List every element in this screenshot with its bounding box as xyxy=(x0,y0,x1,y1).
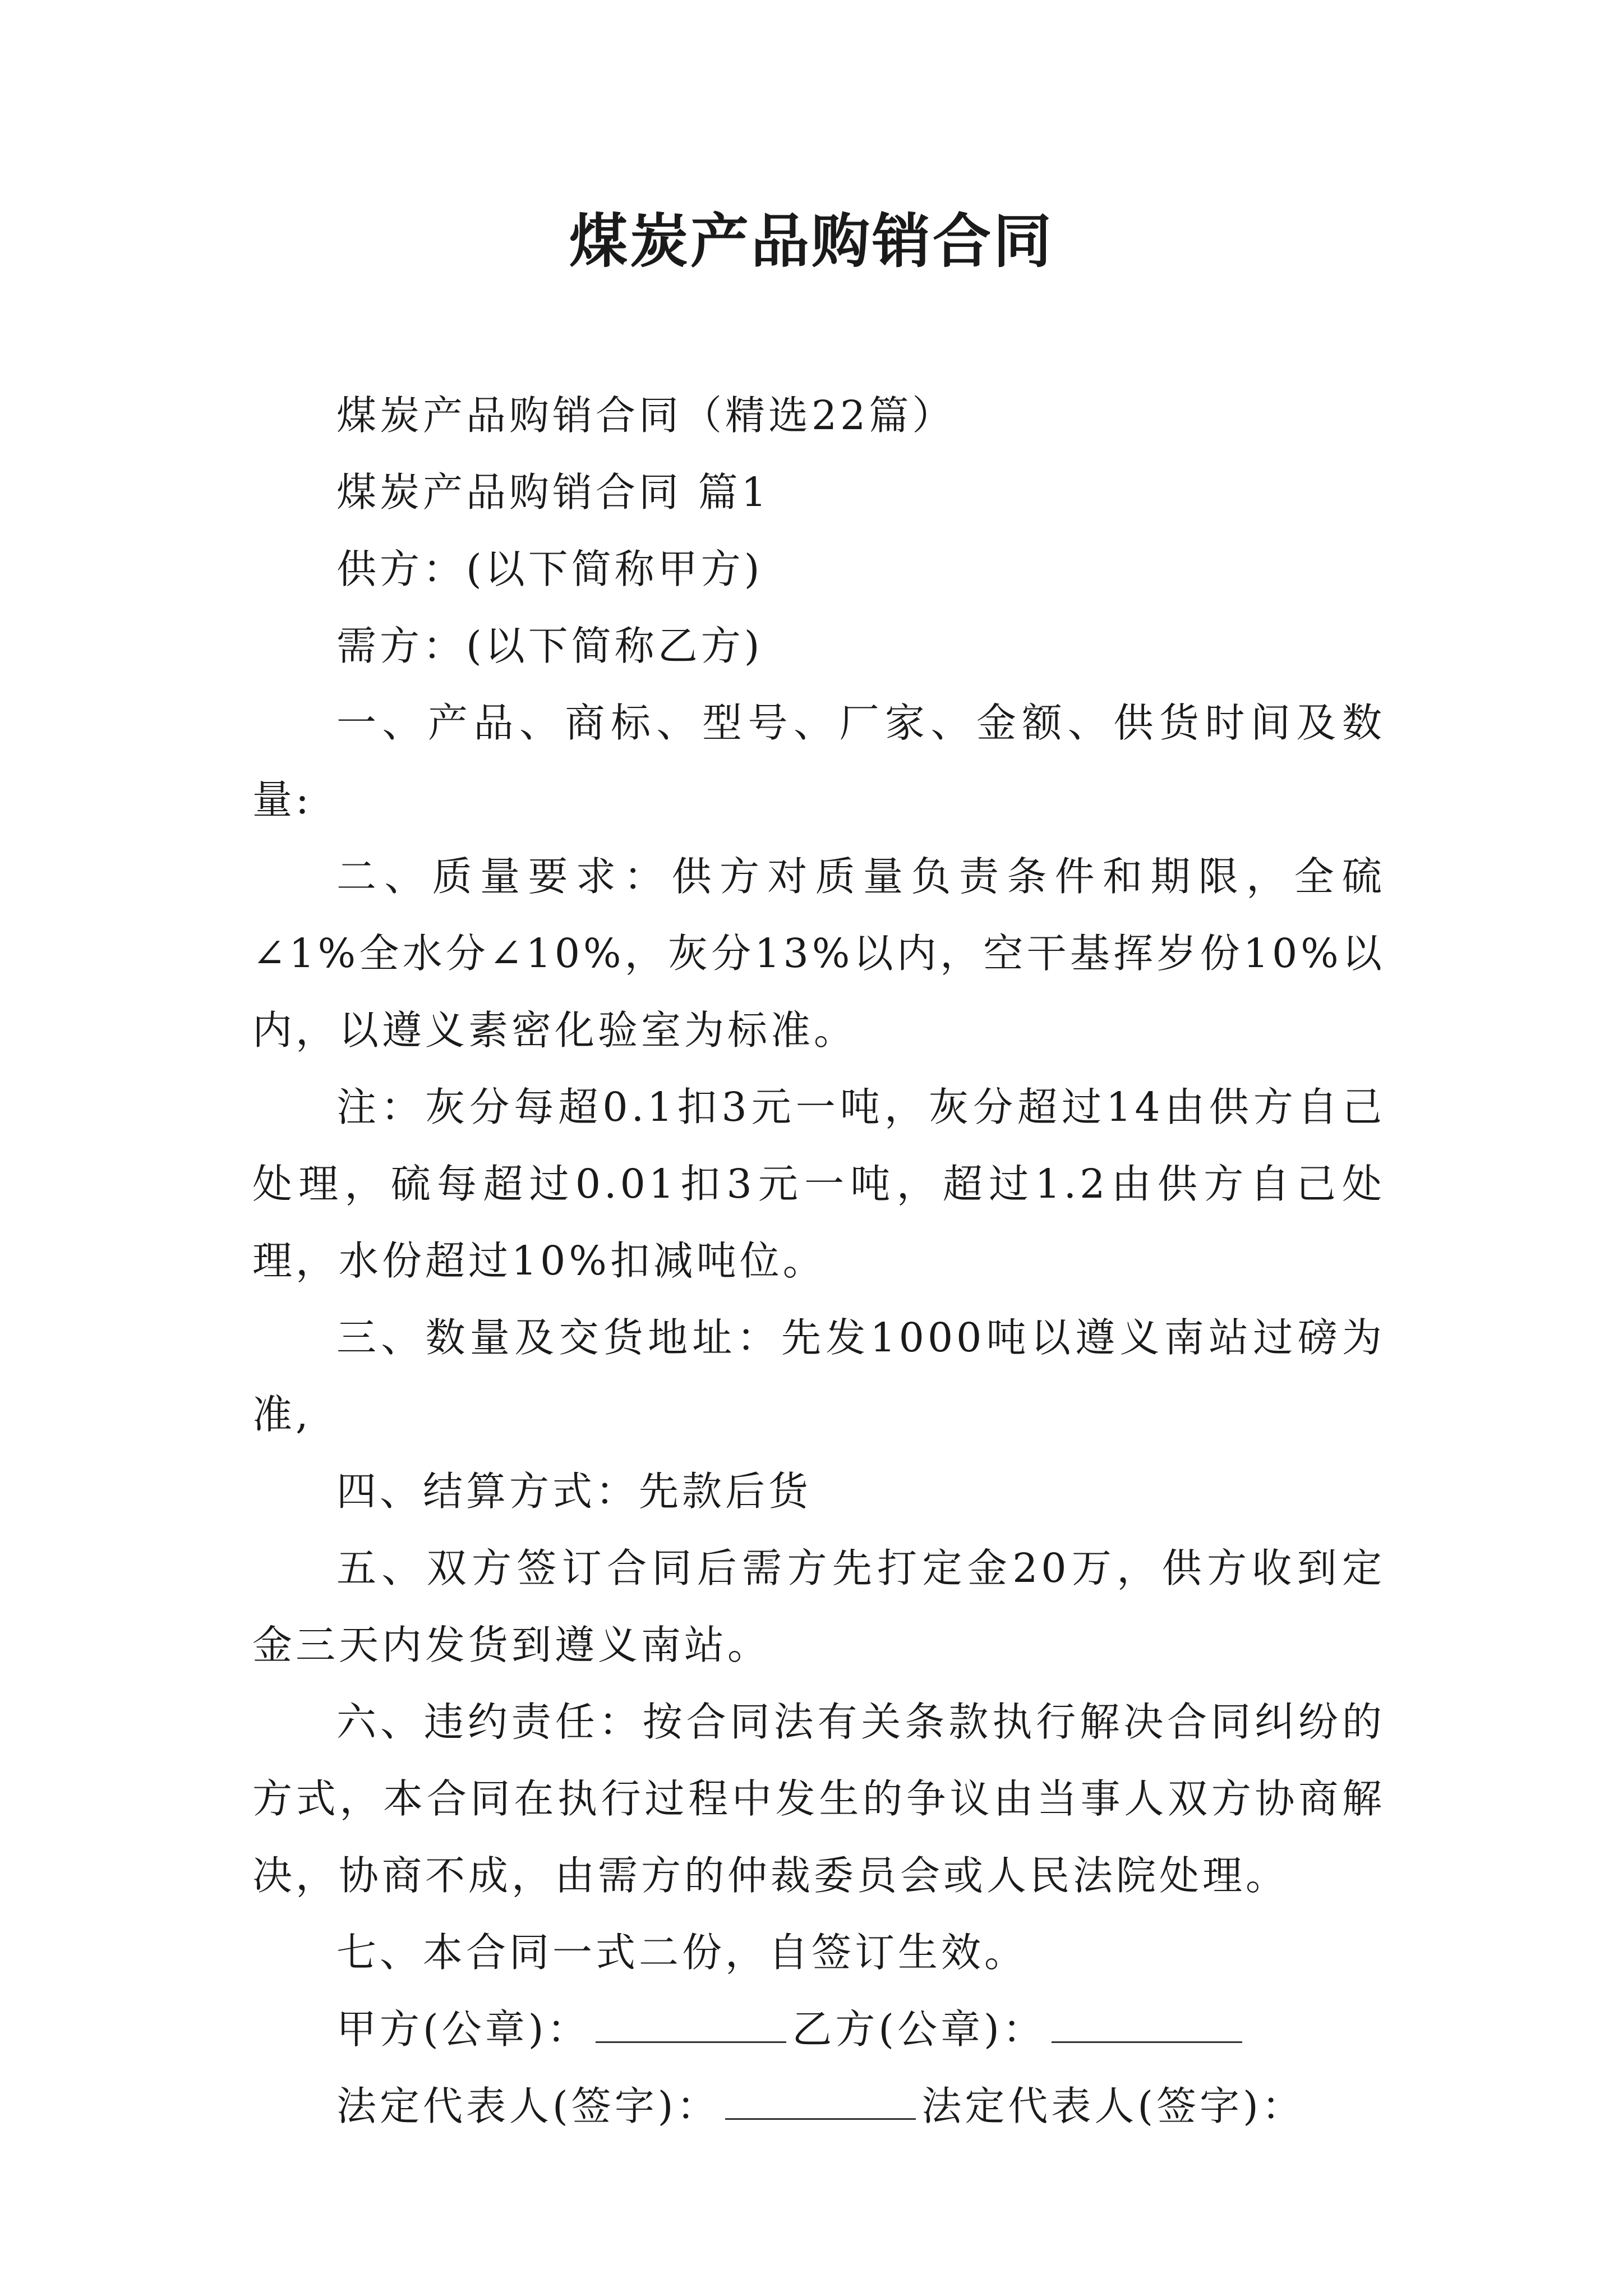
party-a-seal-blank xyxy=(596,2008,786,2043)
clause-1: 一、产品、商标、型号、厂家、金额、供货时间及数量: xyxy=(252,700,1385,823)
rep-a-blank xyxy=(725,2085,916,2120)
clause-note: 注：灰分每超0.1扣3元一吨，灰分超过14由供方自己处理，硫每超过0.01扣3元一吨，超过1.2由供方自己处理，水份超过10%扣减吨位。 xyxy=(252,1084,1385,1284)
clause-2: 二、质量要求：供方对质量负责条件和期限，全硫∠1%全水分∠10%，灰分13%以内，空干基挥岁份10%以内，以遵义素密化验室为标准。 xyxy=(252,853,1385,1053)
rep-b-label: 法定代表人(签字)： xyxy=(921,2083,1305,2129)
clause-5: 五、双方签订合同后需方先打定金20万，供方收到定金三天内发货到遵义南站。 xyxy=(252,1545,1385,1668)
paragraph-subtitle: 煤炭产品购销合同（精选22篇） xyxy=(336,392,956,439)
paragraph-buyer: 需方：(以下简称乙方) xyxy=(336,623,763,669)
party-b-seal-blank xyxy=(1052,2008,1242,2043)
document-title: 煤炭产品购销合同 xyxy=(569,206,1054,275)
clause-3: 三、数量及交货地址：先发1000吨以遵义南站过磅为准, xyxy=(252,1314,1385,1438)
paragraph-supplier: 供方：(以下简称甲方) xyxy=(336,546,763,592)
clause-4: 四、结算方式：先款后货 xyxy=(336,1468,812,1515)
signature-row-rep xyxy=(252,2068,1385,2145)
paragraph-section-heading: 煤炭产品购销合同 篇1 xyxy=(336,469,770,516)
clause-7: 七、本合同一式二份，自签订生效。 xyxy=(336,1929,1028,1976)
document-body xyxy=(252,377,1385,2145)
party-b-seal-label: 乙方(公章)： xyxy=(792,2006,1046,2053)
clause-6: 六、违约责任：按合同法有关条款执行解决合同纠纷的方式，本合同在执行过程中发生的争议由当事人双方协商解决，协商不成，由需方的仲裁委员会或人民法院处理。 xyxy=(252,1699,1385,1899)
signature-row-seal xyxy=(252,1991,1385,2068)
party-a-seal-label: 甲方(公章)： xyxy=(336,2006,591,2053)
rep-a-label: 法定代表人(签字)： xyxy=(336,2083,720,2129)
